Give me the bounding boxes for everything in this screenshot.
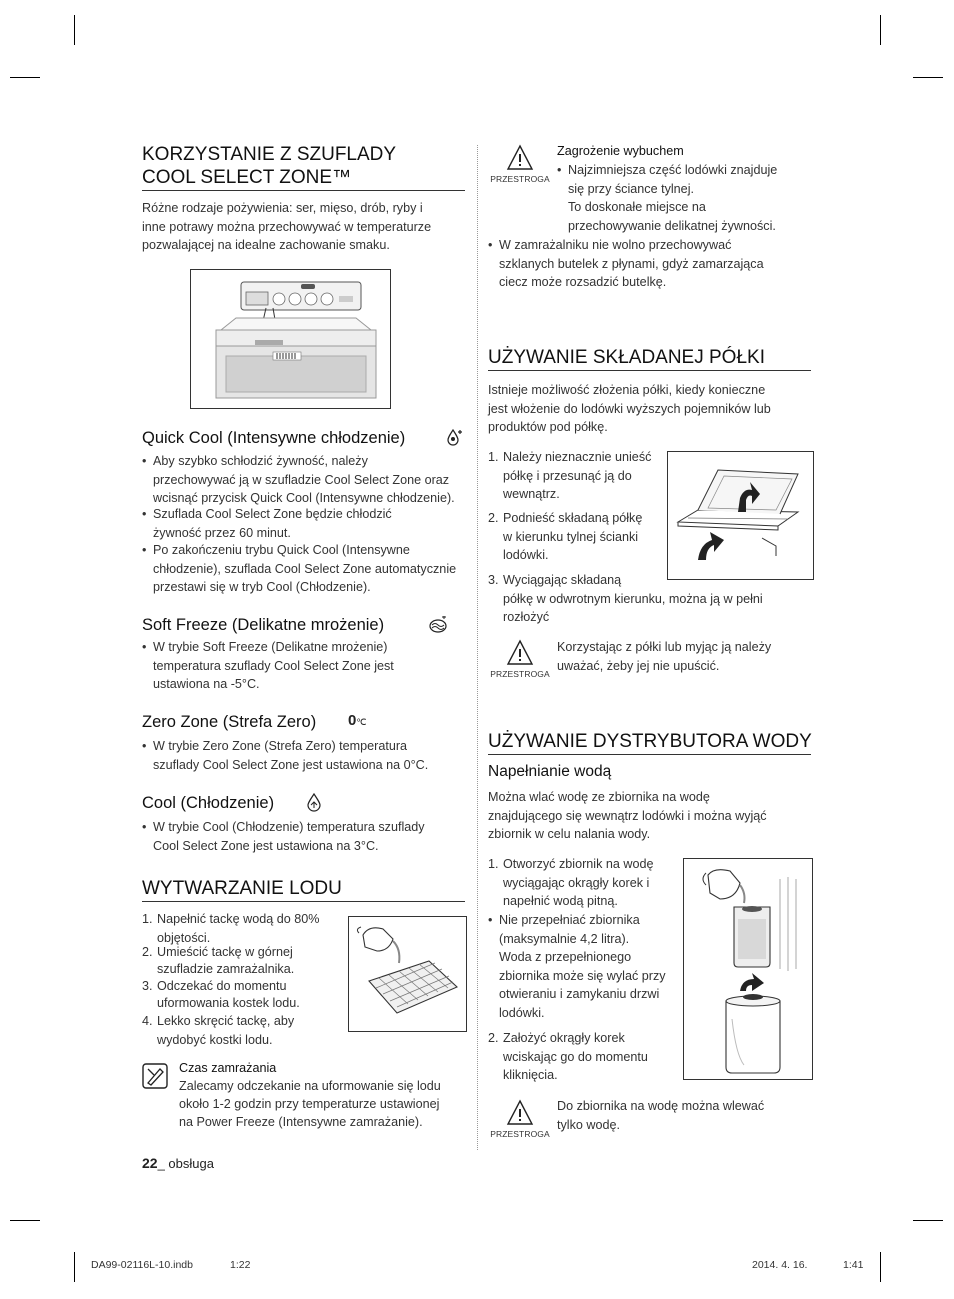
ice-step <box>142 944 357 978</box>
text-line: • Nie przepełniać zbiornika <box>499 913 640 927</box>
soft-freeze-heading: Soft Freeze (Delikatne mrożenie) <box>142 616 385 634</box>
shelf-drawing <box>668 452 813 579</box>
title-rule <box>488 754 811 755</box>
text-line: Zalecamy odczekanie na uformowanie się lodu <box>179 1079 441 1093</box>
water-tank-drawing <box>684 859 812 1079</box>
text-line: Podnieść składaną półkę <box>503 511 643 525</box>
text-line: Napełnić tackę wodą do 80% <box>157 912 320 926</box>
step-number: 1. <box>142 912 153 926</box>
text-line: • Najzimniejsza część lodówki znajduje <box>568 163 778 177</box>
page-no: 22 <box>142 1155 158 1171</box>
text-line: chłodzenie), szuflada Cool Select Zone automatycznie <box>153 561 457 576</box>
water-tank-illustration <box>683 858 813 1080</box>
quick-cool-bullet <box>142 452 483 508</box>
text-line: objętości. <box>157 930 211 945</box>
step-number: 1. <box>488 857 499 871</box>
step-number: 4. <box>142 1014 153 1028</box>
caution-label: PRZESTROGA <box>490 1129 550 1139</box>
water-step <box>488 1029 703 1085</box>
zero-symbol: 0 <box>348 712 357 729</box>
title-rule <box>142 901 465 902</box>
drawer-drawing <box>191 270 390 408</box>
ice-tray-drawing <box>349 917 466 1031</box>
crop-mark <box>913 1220 943 1221</box>
title-line: COOL SELECT ZONE™ <box>142 167 352 188</box>
text-line: lodówki. <box>499 1005 545 1020</box>
text-line: wcisnąć przycisk Quick Cool (Intensywne chłodzenie). <box>153 491 455 506</box>
text-line: • W trybie Cool (Chłodzenie) temperatura szuflady <box>153 820 425 834</box>
text-line: się przy ściance tylnej. <box>568 181 694 196</box>
water-bullet <box>488 911 699 1023</box>
text-line: Umieścić tackę w górnej <box>157 945 293 959</box>
footer-page-time: 1:22 <box>230 1259 251 1271</box>
text-line: (maksymalnie 4,2 litra). <box>499 931 630 946</box>
text-line: rozłożyć <box>503 610 550 625</box>
text-line: ciecz może rozsadzić butelkę. <box>499 275 667 290</box>
text-line: uważać, żeby jej nie upuścić. <box>557 658 720 673</box>
step-number: 2. <box>142 945 153 959</box>
text-line: produktów pod półkę. <box>488 420 608 435</box>
step-number: 2. <box>488 1031 499 1045</box>
cool-bullet <box>142 818 483 855</box>
text-line: ustawiona na -5°C. <box>153 677 260 692</box>
water-intro <box>488 788 818 844</box>
note-icon <box>142 1063 168 1089</box>
text-line: • W zamrażalniku nie wolno przechowywać <box>499 238 732 252</box>
ice-step <box>142 1012 357 1049</box>
title-line: KORZYSTANIE Z SZUFLADY <box>142 144 397 165</box>
text-line: otwieraniu i zamykaniu drzwi <box>499 987 660 1002</box>
text-line: lodówki. <box>503 548 549 563</box>
text-line: szklanych butelek z płynami, gdyż zamarzająca <box>499 256 764 271</box>
text-line: napełnić wodą pitną. <box>503 894 618 909</box>
text-line: Otworzyć zbiornik na wodę <box>503 857 654 871</box>
warning-title: Zagrożenie wybuchem <box>557 144 684 158</box>
cool-icon <box>305 792 323 812</box>
caution-label: PRZESTROGA <box>490 174 550 184</box>
text-line: wewnątrz. <box>503 487 560 502</box>
text-line: znajdującego się wewnątrz lodówki i można wyjąć <box>488 808 767 823</box>
text-line: wciskając go do momentu <box>503 1049 648 1064</box>
text-line: To doskonałe miejsce na <box>568 200 706 215</box>
crop-mark <box>10 77 40 78</box>
warning-bullet <box>488 236 829 292</box>
shelf-intro <box>488 381 818 437</box>
text-line: • W trybie Soft Freeze (Delikatne mrożenie) <box>153 640 388 654</box>
soft-freeze-bullet <box>142 638 483 694</box>
warning-triangle-icon <box>490 144 550 174</box>
text-line: na Power Freeze (Intensywne zamrażanie). <box>179 1115 423 1129</box>
text-line: Można wlać wodę ze zbiornika na wodę <box>488 790 710 804</box>
ice-step <box>142 910 357 947</box>
text-line: w kierunku tylnej ścianki <box>503 529 639 544</box>
crop-mark <box>913 77 943 78</box>
text-line: • W trybie Zero Zone (Strefa Zero) temperatura <box>153 739 408 753</box>
text-line: półkę w odwrotnym kierunku, można ją w pełni <box>503 591 763 606</box>
text-line: szufladzie zamrażalnika. <box>157 962 295 976</box>
text-line: Do zbiornika na wodę można wlewać <box>557 1099 765 1113</box>
text-line: zbiornik w celu nalania wody. <box>488 827 651 842</box>
shelf-illustration <box>667 451 814 580</box>
water-fill-heading: Napełnianie wodą <box>488 763 612 780</box>
text-line: przechowywać ją w szufladzie Cool Select Zone oraz <box>153 472 450 487</box>
text-line: Odczekać do momentu <box>157 979 287 993</box>
zero-zone-bullet <box>142 737 483 774</box>
text-line: żywność przez 60 minut. <box>153 525 291 540</box>
text-line: przechowywanie delikatnej żywności. <box>568 218 776 233</box>
crop-mark <box>880 1252 881 1282</box>
text-line: Woda z przepełnionego <box>499 950 632 965</box>
text-line: wydobyć kostki lodu. <box>157 1032 273 1047</box>
step-number: 2. <box>488 511 499 525</box>
quick-cool-icon <box>445 428 463 446</box>
text-line: Różne rodzaje pożywienia: ser, mięso, drób, ryby i <box>142 201 423 215</box>
shelf-step <box>488 448 683 504</box>
caution-icon <box>490 639 550 685</box>
text-line: Korzystając z półki lub myjąc ją należy <box>557 640 772 654</box>
text-line: tylko wodę. <box>557 1117 620 1132</box>
cool-heading: Cool (Chłodzenie) <box>142 794 275 812</box>
section-title-shelf: UŻYWANIE SKŁADANEJ PÓŁKI <box>488 347 765 368</box>
text-line: półkę i przesunąć ją do <box>503 468 632 483</box>
explosion-warning <box>557 142 887 161</box>
title-rule <box>488 370 811 371</box>
freeze-time-note <box>179 1059 474 1131</box>
crop-mark <box>74 15 75 45</box>
cool-select-intro <box>142 199 472 255</box>
text-line: Lekko skręcić tackę, aby <box>157 1014 295 1028</box>
water-step <box>488 855 703 911</box>
note-title: Czas zamrażania <box>179 1061 277 1075</box>
text-line: pozwalającej na idealne zachowanie smaku. <box>142 238 390 253</box>
ice-tray-illustration <box>348 916 467 1032</box>
caution-label: PRZESTROGA <box>490 669 550 679</box>
footer-time: 1:41 <box>843 1259 864 1271</box>
text-line: jest włożenie do lodówki wyższych pojemników lub <box>488 401 771 416</box>
text-line: temperatura szuflady Cool Select Zone jest <box>153 658 394 673</box>
text-line: kliknięcia. <box>503 1068 558 1083</box>
water-caution-text <box>557 1097 857 1134</box>
text-line: • Po zakończeniu trybu Quick Cool (Intensywne <box>153 543 410 557</box>
section-title-ice: WYTWARZANIE LODU <box>142 878 342 899</box>
warning-triangle-icon <box>490 1099 550 1129</box>
section-title-water: UŻYWANIE DYSTRYBUTORA WODY <box>488 731 812 752</box>
crop-mark <box>10 1220 40 1221</box>
text-line: szuflady Cool Select Zone jest ustawiona na 0°C. <box>153 757 429 772</box>
warning-bullet <box>557 161 868 235</box>
text-line: wyciągając okrągły korek i <box>503 875 650 890</box>
section-title-cool-select <box>142 143 396 189</box>
quick-cool-bullet <box>142 541 483 597</box>
caution-icon <box>490 144 550 190</box>
text-line: uformowania kostek lodu. <box>157 996 300 1010</box>
caution-icon <box>490 1099 550 1145</box>
text-line: • Aby szybko schłodzić żywność, należy <box>153 454 368 468</box>
quick-cool-bullet <box>142 505 483 542</box>
text-line: zbiornika może się wylać przy <box>499 968 666 983</box>
zero-zone-icon: 0℃ <box>348 712 367 729</box>
step-number: 3. <box>142 979 153 993</box>
text-line: Cool Select Zone jest ustawiona na 3°C. <box>153 838 379 853</box>
crop-mark <box>880 15 881 45</box>
text-line: Należy nieznacznie unieść <box>503 450 652 464</box>
title-rule <box>142 190 465 191</box>
drawer-illustration <box>190 269 391 409</box>
text-line: Założyć okrągły korek <box>503 1031 625 1045</box>
shelf-caution-text <box>557 638 887 675</box>
warning-triangle-icon <box>490 639 550 669</box>
step-number: 3. <box>488 573 499 587</box>
text-line: przestawi się w tryb Cool (Chłodzenie). <box>153 580 371 595</box>
step-number: 1. <box>488 450 499 464</box>
soft-freeze-icon <box>428 616 448 634</box>
page-label: _ obsługa <box>157 1156 214 1171</box>
quick-cool-heading: Quick Cool (Intensywne chłodzenie) <box>142 429 406 447</box>
crop-mark <box>74 1252 75 1282</box>
text-line: Wyciągając składaną <box>503 573 622 587</box>
ice-step <box>142 978 357 1012</box>
page-number <box>142 1155 214 1171</box>
text-line: • Szuflada Cool Select Zone będzie chłodzić <box>153 507 392 521</box>
footer-date: 2014. 4. 16. <box>752 1259 808 1271</box>
zero-zone-heading: Zero Zone (Strefa Zero) <box>142 713 317 731</box>
text-line: inne potrawy można przechowywać w temperaturze <box>142 219 432 234</box>
shelf-step <box>488 509 683 565</box>
text-line: około 1-2 godzin przy temperaturze ustawionej <box>179 1097 440 1111</box>
footer-file: DA99-02116L-10.indb <box>91 1259 193 1271</box>
text-line: Istnieje możliwość złożenia półki, kiedy konieczne <box>488 383 766 397</box>
